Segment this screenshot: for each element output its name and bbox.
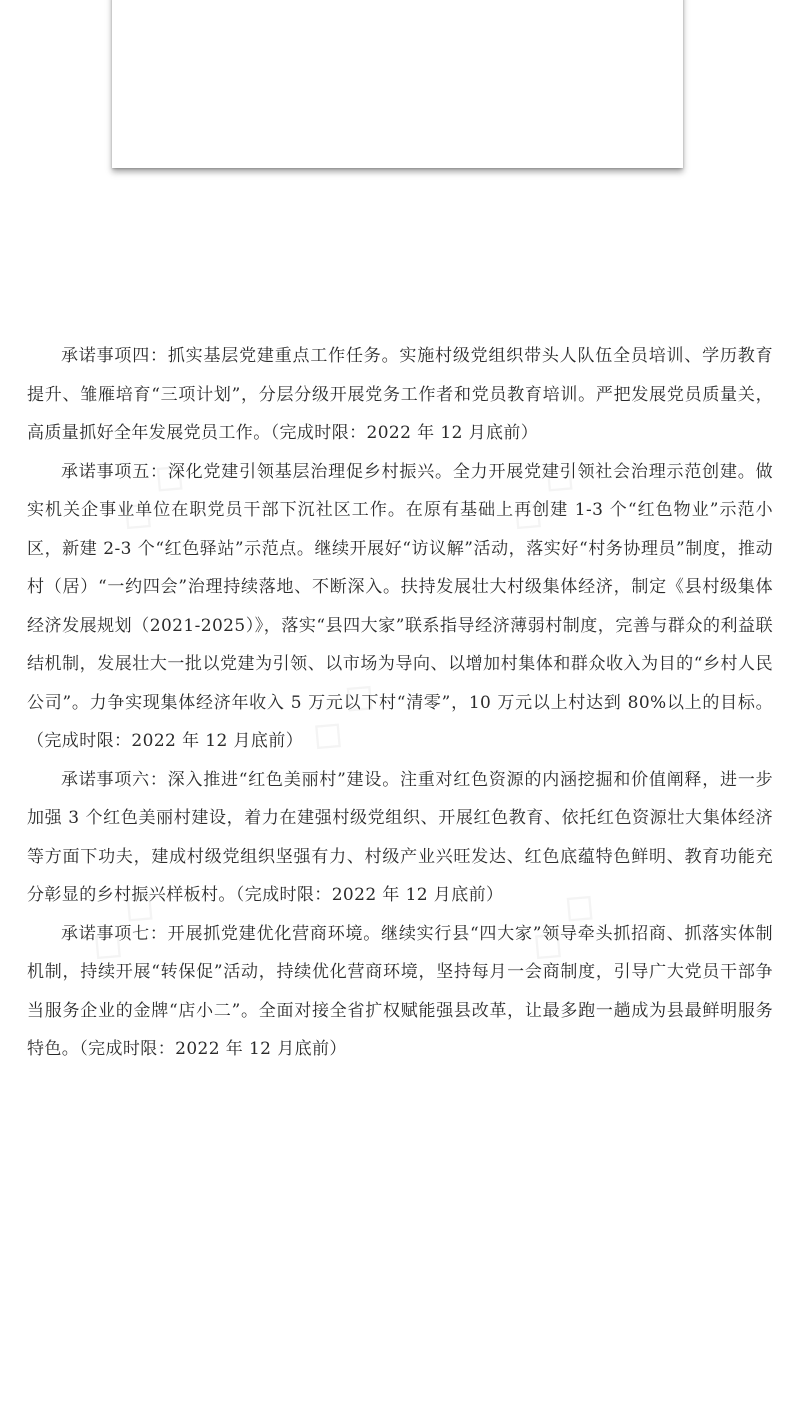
document-body — [27, 337, 773, 1069]
watermark-mark-1: ◇ ◇ — [105, 447, 198, 544]
commitment-item-five: 承诺事项五：深化党建引领基层治理促乡村振兴。全力开展党建引领社会治理示范创建。做实机关企事业单位在职党员干部下沉社区工作。在原有基础上再创建 1-3 个“红色物业”示范小区，新建 2-3 个“红色驿站”示范点。继续开展好“访议解”活动，落实好“村务协理员”制度，推动村（居）“一约四会”治理持续落地、不断深入。扶持发展壮大村级集体经济，制定《县村级集体经济发展规划（2021-2025）》，落实“县四大家”联系指导经济薄弱村制度，完善与群众的利益联结机制，发展壮大一批以党建为引领、以市场为导向、以增加村集体和群众收入为目的“乡村人民公司”。力争实现集体经济年收入 5 万元以下村“清零”，10 万元以上村达到 80%以上的目标。（完成时限：2022 年 12 月底前） — [27, 461, 773, 751]
commitment-item-seven: 承诺事项七：开展抓党建优化营商环境。继续实行县“四大家”领导牵头抓招商、抓落实体制机制，持续开展“转保促”活动，持续优化营商环境，坚持每月一会商制度，引导广大党员干部争当服务企业的金牌“店小二”。全面对接全省扩权赋能强县改革，让最多跑一趟成为县最鲜明服务特色。（完成时限：2022 年 12 月底前） — [27, 923, 773, 1059]
watermark-mark-5: ◇ ◇ — [515, 877, 608, 974]
watermark-mark-2: ◇ ◇ — [295, 667, 388, 764]
document-page-preview — [112, 0, 683, 168]
watermark-mark-4: ◇ ◇ — [75, 877, 168, 974]
commitment-item-four: 承诺事项四：抓实基层党建重点工作任务。实施村级党组织带头人队伍全员培训、学历教育提升、雏雁培育“三项计划”，分层分级开展党务工作者和党员教育培训。严把发展党员质量关，高质量抓好全年发展党员工作。（完成时限：2022 年 12 月底前） — [27, 346, 773, 443]
commitment-item-six: 承诺事项六：深入推进“红色美丽村”建设。注重对红色资源的内涵挖掘和价值阐释，进一步加强 3 个红色美丽村建设，着力在建强村级党组织、开展红色教育、依托红色资源壮大集体经济等方面下功夫，建成村级党组织坚强有力、村级产业兴旺发达、红色底蕴特色鲜明、教育功能充分彰显的乡村振兴样板村。（完成时限：2022 年 12 月底前） — [27, 769, 773, 905]
watermark-mark-3: ◇ ◇ — [495, 447, 588, 544]
